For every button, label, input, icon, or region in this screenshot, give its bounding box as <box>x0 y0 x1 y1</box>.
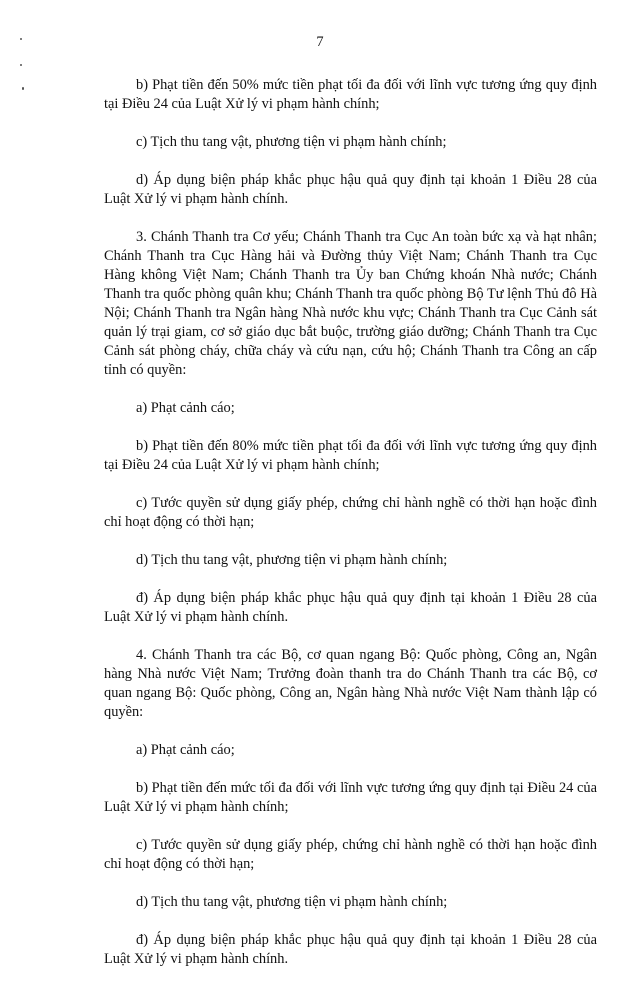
scan-speck <box>22 87 24 90</box>
paragraph-2c: c) Tịch thu tang vật, phương tiện vi phạm hành chính; <box>136 134 447 150</box>
paragraph-3a: a) Phạt cảnh cáo; <box>136 400 235 416</box>
scan-speck <box>20 38 22 40</box>
paragraph-3: 3. Chánh Thanh tra Cơ yếu; Chánh Thanh tra Cục An toàn bức xạ và hạt nhân; Chánh Thanh tra Cục Hàng hải và Đường thủy Việt Nam; Chánh Thanh tra Cục Hàng không Việt Nam; Chánh Thanh tra Ủy ban Chứng khoán Nhà nước; Chánh Thanh tra quốc phòng quân khu; Chánh Thanh tra quốc phòng Bộ Tư lệnh Thủ đô Hà Nội; Chánh Thanh tra Ngân hàng Nhà nước khu vực; Chánh Thanh tra Cục Cảnh sát quản lý trại giam, cơ sở giáo dục bắt buộc, trường giáo dưỡng; Chánh Thanh tra Cục Cảnh sát phòng cháy, chữa cháy và cứu nạn, cứu hộ; Chánh Thanh tra Công an cấp tỉnh có quyền: <box>104 229 597 378</box>
paragraph-4dd: đ) Áp dụng biện pháp khắc phục hậu quả quy định tại khoản 1 Điều 28 của Luật Xử lý vi phạm hành chính. <box>104 932 597 967</box>
paragraph-4b: b) Phạt tiền đến mức tối đa đối với lĩnh vực tương ứng quy định tại Điều 24 của Luật Xử lý vi phạm hành chính; <box>104 780 597 815</box>
paragraph-4d: d) Tịch thu tang vật, phương tiện vi phạm hành chính; <box>136 894 448 910</box>
paragraph-4c: c) Tước quyền sử dụng giấy phép, chứng chỉ hành nghề có thời hạn hoặc đình chỉ hoạt động có thời hạn; <box>104 837 597 872</box>
paragraph-4a: a) Phạt cảnh cáo; <box>136 742 235 758</box>
paragraph-3dd: đ) Áp dụng biện pháp khắc phục hậu quả quy định tại khoản 1 Điều 28 của Luật Xử lý vi phạm hành chính. <box>104 590 597 625</box>
paragraph-3d: d) Tịch thu tang vật, phương tiện vi phạm hành chính; <box>136 552 448 568</box>
paragraph-2d: d) Áp dụng biện pháp khắc phục hậu quả quy định tại khoản 1 Điều 28 của Luật Xử lý vi phạm hành chính. <box>104 172 597 207</box>
scan-speck <box>20 64 22 66</box>
paragraph-2b: b) Phạt tiền đến 50% mức tiền phạt tối đa đối với lĩnh vực tương ứng quy định tại Điều 24 của Luật Xử lý vi phạm hành chính; <box>104 77 597 112</box>
paragraph-3b: b) Phạt tiền đến 80% mức tiền phạt tối đa đối với lĩnh vực tương ứng quy định tại Điều 24 của Luật Xử lý vi phạm hành chính; <box>104 438 597 473</box>
page-number: 7 <box>316 34 324 50</box>
document-body <box>104 76 597 988</box>
paragraph-4: 4. Chánh Thanh tra các Bộ, cơ quan ngang Bộ: Quốc phòng, Công an, Ngân hàng Nhà nước Việt Nam; Trưởng đoàn thanh tra do Chánh Thanh tra các Bộ, cơ quan ngang Bộ: Quốc phòng, Công an, Ngân hàng Nhà nước Việt Nam thành lập có quyền: <box>104 647 597 720</box>
paragraph-3c: c) Tước quyền sử dụng giấy phép, chứng chỉ hành nghề có thời hạn hoặc đình chỉ hoạt động có thời hạn; <box>104 495 597 530</box>
